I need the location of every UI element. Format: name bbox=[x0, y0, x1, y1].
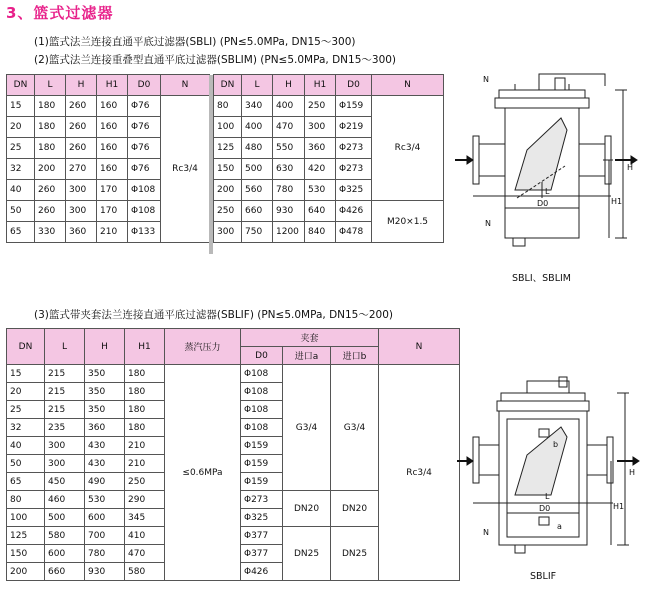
table-row bbox=[7, 96, 210, 117]
header-l: L bbox=[45, 329, 85, 365]
cell-h: 300 bbox=[66, 201, 97, 222]
cell-h1: 180 bbox=[125, 419, 165, 437]
cell-h1: 250 bbox=[125, 473, 165, 491]
cell-h: 360 bbox=[66, 222, 97, 243]
cell-d0: Φ325 bbox=[241, 509, 283, 527]
page-title: 3、篮式过滤器 bbox=[6, 4, 114, 22]
cell-h1: 580 bbox=[125, 563, 165, 581]
cell-h: 550 bbox=[273, 138, 305, 159]
cell-dn: 65 bbox=[7, 222, 35, 243]
cell-inlet-b: G3/4 bbox=[331, 365, 379, 491]
drain-plug bbox=[515, 545, 525, 553]
cell-d0: Φ159 bbox=[336, 96, 372, 117]
cell-l: 480 bbox=[242, 138, 273, 159]
header-h: H bbox=[273, 75, 305, 96]
cell-d0: Φ219 bbox=[336, 117, 372, 138]
cell-d0: Φ76 bbox=[128, 117, 161, 138]
cell-d0: Φ76 bbox=[128, 138, 161, 159]
label-h1: H1 bbox=[611, 197, 623, 206]
cell-d0: Φ133 bbox=[128, 222, 161, 243]
cell-h1: 210 bbox=[125, 437, 165, 455]
cell-d0: Φ159 bbox=[241, 455, 283, 473]
cell-l: 235 bbox=[45, 419, 85, 437]
cell-l: 215 bbox=[45, 401, 85, 419]
inlet-pipe bbox=[479, 144, 505, 176]
header-d0: D0 bbox=[241, 347, 283, 365]
cell-n: Rc3/4 bbox=[379, 365, 460, 581]
cell-h: 700 bbox=[85, 527, 125, 545]
cell-h: 350 bbox=[85, 383, 125, 401]
cell-l: 215 bbox=[45, 365, 85, 383]
table-sbl1f bbox=[6, 328, 460, 581]
cell-l: 660 bbox=[45, 563, 85, 581]
cell-l: 460 bbox=[45, 491, 85, 509]
vent-plug bbox=[555, 78, 565, 90]
header-l: L bbox=[35, 75, 66, 96]
cell-d0: Φ426 bbox=[336, 201, 372, 222]
cell-d0: Φ76 bbox=[128, 159, 161, 180]
cell-inlet-a: G3/4 bbox=[283, 365, 331, 491]
cell-l: 580 bbox=[45, 527, 85, 545]
cell-dn: 32 bbox=[7, 419, 45, 437]
top-flange bbox=[495, 98, 589, 108]
table-header-row bbox=[7, 329, 460, 347]
cover-plate bbox=[501, 393, 585, 401]
cell-dn: 20 bbox=[7, 117, 35, 138]
label-n: N bbox=[483, 528, 489, 537]
table-header-row bbox=[214, 75, 444, 96]
header-h1: H1 bbox=[305, 75, 336, 96]
table-row bbox=[214, 201, 444, 222]
cell-dn: 150 bbox=[214, 159, 242, 180]
cell-l: 660 bbox=[242, 201, 273, 222]
cell-l: 180 bbox=[35, 138, 66, 159]
cell-l: 300 bbox=[45, 437, 85, 455]
cell-dn: 250 bbox=[214, 201, 242, 222]
cell-dn: 25 bbox=[7, 401, 45, 419]
header-h1: H1 bbox=[125, 329, 165, 365]
header-n: N bbox=[379, 329, 460, 365]
cell-dn: 150 bbox=[7, 545, 45, 563]
jacket-inlet-a bbox=[539, 517, 549, 525]
cell-l: 340 bbox=[242, 96, 273, 117]
cell-dn: 40 bbox=[7, 180, 35, 201]
strainer-drawing-sbl1f bbox=[457, 375, 651, 567]
cell-dn: 32 bbox=[7, 159, 35, 180]
label-d0: D0 bbox=[537, 199, 549, 208]
cell-h: 780 bbox=[85, 545, 125, 563]
cell-h: 400 bbox=[273, 96, 305, 117]
cell-h: 930 bbox=[273, 201, 305, 222]
cell-dn: 15 bbox=[7, 96, 35, 117]
cell-h1: 170 bbox=[97, 180, 128, 201]
cover-plate bbox=[499, 90, 585, 98]
cell-h: 530 bbox=[85, 491, 125, 509]
cell-d0: Φ108 bbox=[128, 201, 161, 222]
cell-h: 470 bbox=[273, 117, 305, 138]
header-h: H bbox=[66, 75, 97, 96]
cell-h1: 180 bbox=[125, 365, 165, 383]
label-n-top: N bbox=[483, 75, 489, 84]
vent-plug bbox=[559, 377, 567, 387]
label-n-bottom: N bbox=[485, 219, 491, 228]
label-b: b bbox=[553, 440, 559, 449]
table-header-row bbox=[7, 75, 210, 96]
cell-d0: Φ377 bbox=[241, 545, 283, 563]
cell-l: 260 bbox=[35, 180, 66, 201]
header-h1: H1 bbox=[97, 75, 128, 96]
cell-l: 260 bbox=[35, 201, 66, 222]
cell-h1: 160 bbox=[97, 138, 128, 159]
cell-l: 500 bbox=[242, 159, 273, 180]
cell-dn: 50 bbox=[7, 455, 45, 473]
cell-l: 215 bbox=[45, 383, 85, 401]
outlet-pipe bbox=[587, 445, 607, 475]
cell-dn: 125 bbox=[214, 138, 242, 159]
cell-d0: Φ325 bbox=[336, 180, 372, 201]
cell-d0: Φ108 bbox=[241, 383, 283, 401]
cell-n: M20×1.5 bbox=[372, 201, 444, 243]
cell-h: 270 bbox=[66, 159, 97, 180]
outlet-flange bbox=[607, 437, 613, 483]
outlet-pipe bbox=[579, 144, 605, 176]
subtitle-3: (3)篮式带夹套法兰连接直通平底过滤器(SBLⅠF) (PN≤5.0MPa, DN15～200) bbox=[34, 309, 394, 321]
table-row bbox=[7, 365, 460, 383]
header-d0: D0 bbox=[128, 75, 161, 96]
cell-h: 430 bbox=[85, 455, 125, 473]
cell-l: 180 bbox=[35, 117, 66, 138]
cell-h: 430 bbox=[85, 437, 125, 455]
cell-h1: 840 bbox=[305, 222, 336, 243]
cell-h1: 160 bbox=[97, 159, 128, 180]
cell-h1: 420 bbox=[305, 159, 336, 180]
inlet-pipe bbox=[479, 445, 499, 475]
cell-d0: Φ159 bbox=[241, 473, 283, 491]
cell-d0: Φ108 bbox=[241, 401, 283, 419]
cell-dn: 25 bbox=[7, 138, 35, 159]
cell-d0: Φ108 bbox=[241, 365, 283, 383]
inlet-flange bbox=[473, 437, 479, 483]
table-sbl1 bbox=[6, 74, 210, 243]
cell-steam-pressure: ≤0.6MPa bbox=[165, 365, 241, 581]
strainer-drawing-sbl1 bbox=[455, 70, 651, 270]
subtitle-1: (1)篮式法兰连接直通平底过滤器(SBLⅠ) (PN≤5.0MPa, DN15～300) bbox=[34, 36, 356, 48]
label-d0: D0 bbox=[539, 504, 551, 513]
cell-h1: 180 bbox=[125, 383, 165, 401]
cell-h1: 180 bbox=[125, 401, 165, 419]
cell-h: 300 bbox=[66, 180, 97, 201]
cell-h: 260 bbox=[66, 117, 97, 138]
cell-d0: Φ478 bbox=[336, 222, 372, 243]
cell-h1: 470 bbox=[125, 545, 165, 563]
cell-h: 350 bbox=[85, 401, 125, 419]
cell-l: 500 bbox=[45, 509, 85, 527]
cell-inlet-a: DN25 bbox=[283, 527, 331, 581]
cell-h: 630 bbox=[273, 159, 305, 180]
cell-h: 1200 bbox=[273, 222, 305, 243]
header-steam-pressure: 蒸汽压力 bbox=[165, 329, 241, 365]
cell-dn: 80 bbox=[214, 96, 242, 117]
cell-h1: 170 bbox=[97, 201, 128, 222]
cell-h1: 250 bbox=[305, 96, 336, 117]
cell-l: 200 bbox=[35, 159, 66, 180]
cell-l: 330 bbox=[35, 222, 66, 243]
cell-dn: 80 bbox=[7, 491, 45, 509]
table-sbl1m bbox=[213, 74, 444, 243]
cell-dn: 65 bbox=[7, 473, 45, 491]
cell-l: 400 bbox=[242, 117, 273, 138]
drain-plug bbox=[513, 238, 525, 246]
label-h: H bbox=[629, 468, 636, 477]
label-h: H bbox=[627, 163, 634, 172]
cell-h: 600 bbox=[85, 509, 125, 527]
cell-h: 260 bbox=[66, 96, 97, 117]
cell-h1: 300 bbox=[305, 117, 336, 138]
cell-d0: Φ108 bbox=[128, 180, 161, 201]
label-l: L bbox=[545, 187, 550, 196]
cell-l: 450 bbox=[45, 473, 85, 491]
cell-d0: Φ108 bbox=[241, 419, 283, 437]
cell-dn: 300 bbox=[214, 222, 242, 243]
cell-inlet-b: DN20 bbox=[331, 491, 379, 527]
cell-h1: 640 bbox=[305, 201, 336, 222]
cell-inlet-b: DN25 bbox=[331, 527, 379, 581]
cell-h: 360 bbox=[85, 419, 125, 437]
cell-dn: 15 bbox=[7, 365, 45, 383]
header-l: L bbox=[242, 75, 273, 96]
cell-l: 560 bbox=[242, 180, 273, 201]
cell-h1: 160 bbox=[97, 117, 128, 138]
cell-l: 600 bbox=[45, 545, 85, 563]
label-a: a bbox=[557, 522, 562, 531]
cell-h1: 360 bbox=[305, 138, 336, 159]
header-dn: DN bbox=[7, 329, 45, 365]
cell-h1: 210 bbox=[125, 455, 165, 473]
header-h: H bbox=[85, 329, 125, 365]
subtitle-2: (2)篮式法兰连接重叠型直通平底过滤器(SBLⅠM) (PN≤5.0MPa, DN15～300) bbox=[34, 54, 397, 66]
header-d0: D0 bbox=[336, 75, 372, 96]
header-dn: DN bbox=[7, 75, 35, 96]
header-inlet-b: 进口b bbox=[331, 347, 379, 365]
cell-d0: Φ426 bbox=[241, 563, 283, 581]
cell-n: Rc3/4 bbox=[161, 96, 210, 243]
cell-l: 300 bbox=[45, 455, 85, 473]
cell-d0: Φ273 bbox=[336, 159, 372, 180]
header-jacket: 夹套 bbox=[241, 329, 379, 347]
top-flange bbox=[497, 401, 589, 411]
table-row bbox=[214, 96, 444, 117]
cell-l: 180 bbox=[35, 96, 66, 117]
cell-l: 750 bbox=[242, 222, 273, 243]
label-l: L bbox=[545, 492, 550, 501]
filter-basket bbox=[515, 118, 567, 190]
cell-h1: 345 bbox=[125, 509, 165, 527]
cell-d0: Φ76 bbox=[128, 96, 161, 117]
cell-h1: 410 bbox=[125, 527, 165, 545]
cell-h: 260 bbox=[66, 138, 97, 159]
cell-h: 490 bbox=[85, 473, 125, 491]
cell-d0: Φ377 bbox=[241, 527, 283, 545]
cell-d0: Φ273 bbox=[336, 138, 372, 159]
cell-dn: 50 bbox=[7, 201, 35, 222]
cell-h1: 530 bbox=[305, 180, 336, 201]
caption-sbl1f: SBLⅠF bbox=[530, 571, 557, 582]
cell-d0: Φ273 bbox=[241, 491, 283, 509]
cell-h: 930 bbox=[85, 563, 125, 581]
cell-n: Rc3/4 bbox=[372, 96, 444, 201]
cell-h1: 160 bbox=[97, 96, 128, 117]
label-h1: H1 bbox=[613, 502, 625, 511]
cell-h1: 210 bbox=[97, 222, 128, 243]
cell-dn: 40 bbox=[7, 437, 45, 455]
cell-dn: 20 bbox=[7, 383, 45, 401]
caption-sbl1: SBLⅠ、SBLⅠM bbox=[512, 273, 571, 284]
cell-dn: 200 bbox=[7, 563, 45, 581]
cell-dn: 125 bbox=[7, 527, 45, 545]
cell-h1: 290 bbox=[125, 491, 165, 509]
cell-inlet-a: DN20 bbox=[283, 491, 331, 527]
cell-dn: 100 bbox=[7, 509, 45, 527]
lifting-handle bbox=[539, 74, 605, 90]
jacket-inlet-b bbox=[539, 429, 549, 437]
cell-d0: Φ159 bbox=[241, 437, 283, 455]
header-dn: DN bbox=[214, 75, 242, 96]
cell-dn: 200 bbox=[214, 180, 242, 201]
header-inlet-a: 进口a bbox=[283, 347, 331, 365]
cell-h: 350 bbox=[85, 365, 125, 383]
header-n: N bbox=[161, 75, 210, 96]
header-n: N bbox=[372, 75, 444, 96]
cell-dn: 100 bbox=[214, 117, 242, 138]
cell-h: 780 bbox=[273, 180, 305, 201]
